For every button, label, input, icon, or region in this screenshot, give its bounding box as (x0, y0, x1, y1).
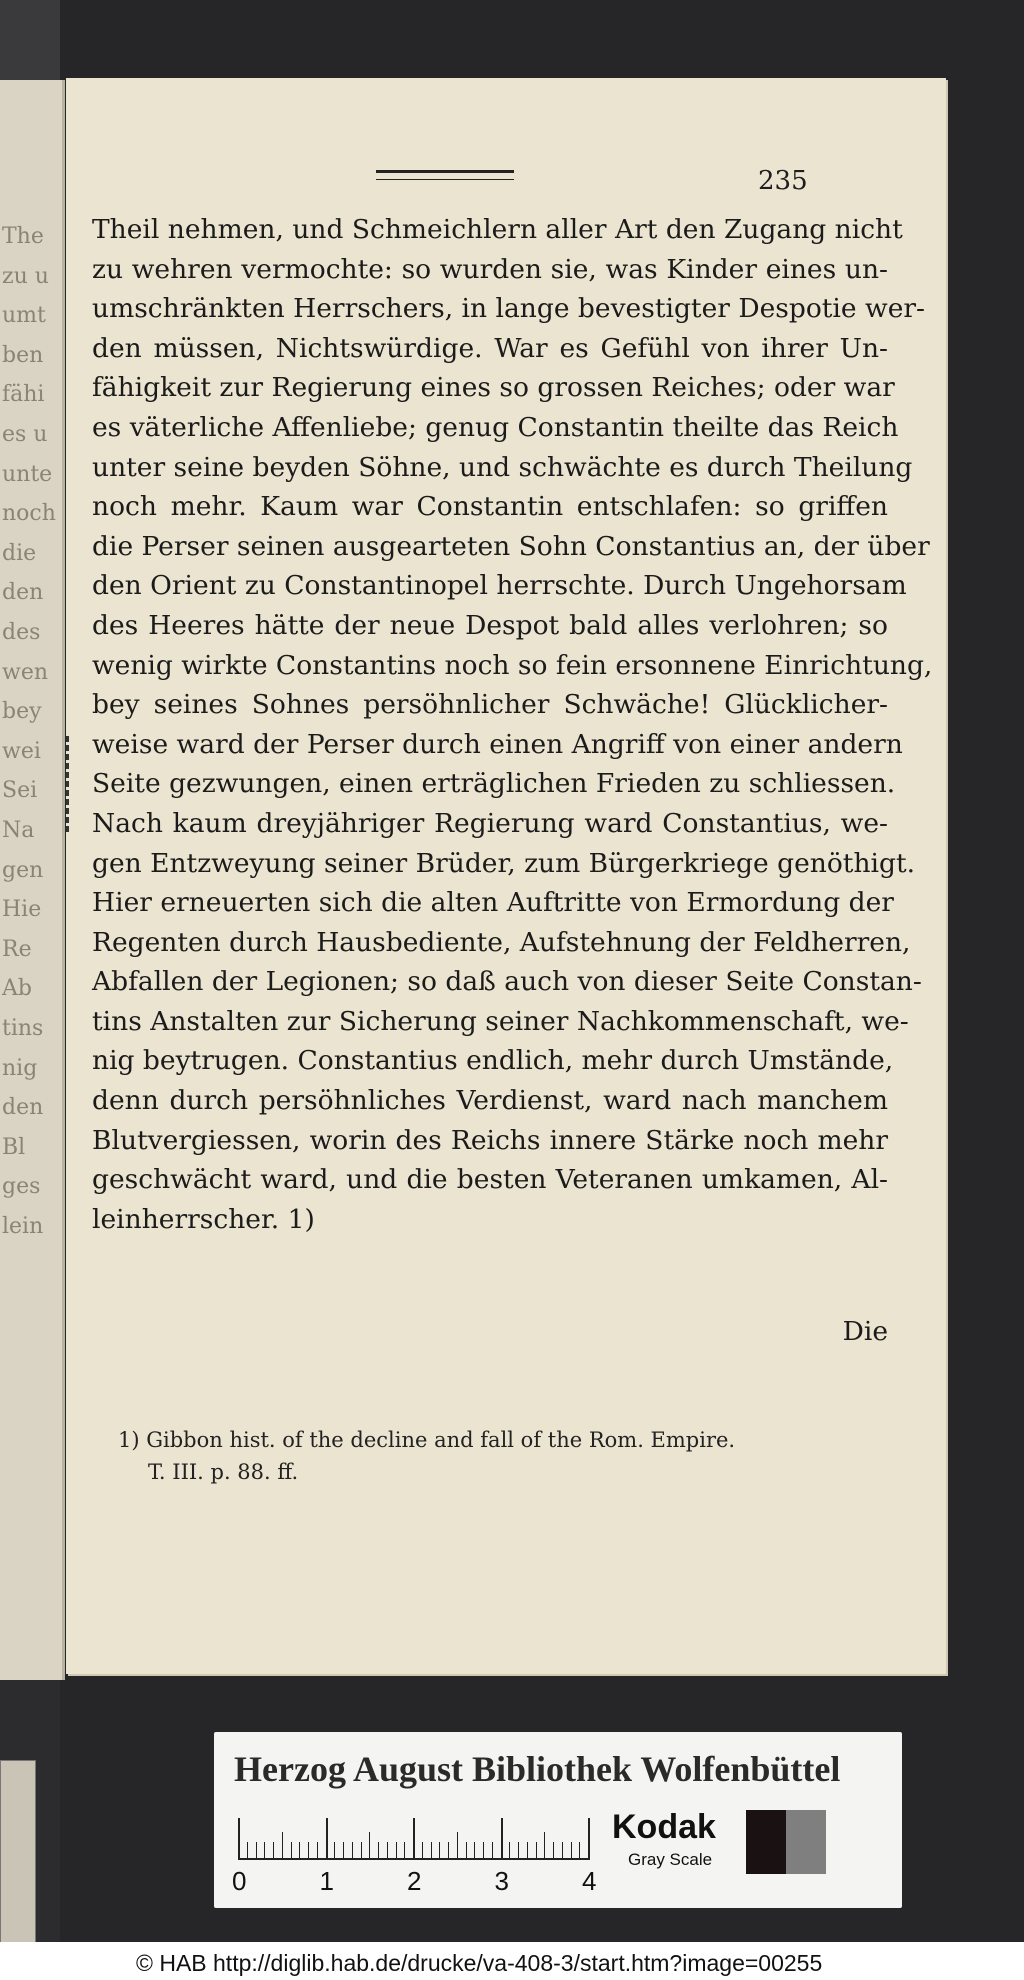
ruler-tick (378, 1842, 379, 1858)
body-line: leinherrscher. 1) (92, 1203, 315, 1235)
book-edge-top (0, 0, 60, 80)
ruler-number: 1 (319, 1866, 334, 1896)
ruler-number: 4 (582, 1866, 597, 1896)
ruler-tick (439, 1842, 440, 1858)
ruler-tick (282, 1832, 283, 1858)
gray-scale-label: Gray Scale (628, 1850, 713, 1869)
body-text (92, 210, 933, 1239)
footnote-line: 1) Gibbon hist. of the decline and fall of the Rom. Empire. (118, 1428, 736, 1452)
ruler-tick (483, 1842, 484, 1858)
facing-page-text: den (2, 1095, 44, 1121)
ruler-tick (431, 1842, 432, 1858)
body-line: geschwächt ward, und die besten Veteranen umkamen, Al- (92, 1164, 888, 1196)
body-line: noch mehr. Kaum war Constantin entschlafen: so griffen (92, 491, 888, 523)
facing-page-fragment (0, 80, 65, 1680)
book-page (66, 78, 946, 1674)
body-line: fähigkeit zur Regierung eines so grossen Reiches; oder war (92, 372, 895, 404)
ruler-tick (343, 1842, 344, 1858)
ruler-tick (553, 1842, 554, 1858)
ruler-tick (361, 1842, 362, 1858)
ruler-tick (273, 1842, 274, 1858)
body-line: Nach kaum dreyjähriger Regierung ward Constantius, we- (92, 807, 888, 839)
ruler-tick (308, 1842, 309, 1858)
kodak-logo: Kodak (612, 1808, 716, 1846)
ruler-tick (466, 1842, 467, 1858)
facing-page-text: Hie (2, 897, 42, 923)
facing-page-text: umt (2, 303, 46, 329)
facing-page-text: die (2, 540, 37, 566)
ruler-number: 2 (407, 1866, 422, 1896)
body-line: des Heeres hätte der neue Despot bald alles verlohren; so (92, 609, 888, 641)
footer-url: © HAB http://diglib.hab.de/drucke/va-408-3/start.htm?image=00255 (136, 1950, 823, 1976)
catchword: Die (842, 1316, 888, 1347)
ruler-tick (396, 1842, 397, 1858)
body-line: Seite gezwungen, einen erträglichen Frieden zu schliessen. (92, 768, 896, 800)
ruler-tick (352, 1842, 353, 1858)
ruler-tick (588, 1818, 590, 1858)
ruler-tick (326, 1818, 328, 1858)
footnote-line: T. III. p. 88. ff. (148, 1460, 299, 1484)
ruler-tick (544, 1832, 545, 1858)
ruler-tick (492, 1842, 493, 1858)
ruler-tick (527, 1842, 528, 1858)
body-line: nig beytrugen. Constantius endlich, mehr durch Umstände, (92, 1045, 894, 1077)
ruler-number: 3 (494, 1866, 509, 1896)
ruler-tick (474, 1842, 475, 1858)
facing-page-text: den (2, 580, 44, 606)
facing-page-text: zu u (2, 263, 49, 289)
facing-page-text: es u (2, 422, 48, 447)
ruler-tick (317, 1842, 318, 1858)
scale-ruler (238, 1816, 590, 1860)
body-line: die Perser seinen ausgearteten Sohn Constantius an, der über (92, 530, 930, 562)
body-line: Hier erneuerten sich die alten Auftritte von Ermordung der (92, 887, 894, 919)
ruler-tick (256, 1842, 257, 1858)
facing-page-text: ben (2, 342, 44, 368)
ruler-tick (501, 1818, 503, 1858)
facing-page-text: Re (2, 936, 32, 962)
ruler-tick (422, 1842, 423, 1858)
page-number: 235 (758, 166, 808, 196)
body-line: wenig wirkte Constantins noch so fein ersonnene Einrichtung, (92, 649, 933, 681)
ruler-tick (369, 1832, 370, 1858)
body-line: zu wehren vermochte: so wurden sie, was Kinder eines un- (92, 253, 888, 285)
ruler-tick (571, 1842, 572, 1858)
margin-mark (66, 736, 72, 832)
facing-page-text: nig (2, 1055, 38, 1081)
facing-page-text: ges (2, 1174, 41, 1200)
ruler-tick (404, 1842, 405, 1858)
ruler-tick (387, 1842, 388, 1858)
facing-page-text: gen (2, 857, 44, 883)
facing-page-text: Na (2, 818, 35, 843)
ruler-tick (518, 1842, 519, 1858)
footnote (118, 1424, 878, 1488)
body-line: gen Entzweyung seiner Brüder, zum Bürgerkriege genöthigt. (92, 847, 916, 879)
body-line: Theil nehmen, und Schmeichlern aller Art den Zugang nicht (92, 214, 903, 245)
body-line: es väterliche Affenliebe; genug Constantin theilte das Reich (92, 411, 899, 443)
facing-page-text: wen (2, 659, 49, 685)
ruler-tick (562, 1842, 563, 1858)
facing-page-text: The (2, 224, 44, 249)
page-tab (0, 1760, 36, 1952)
facing-page-text: noch (2, 501, 56, 527)
body-line: weise ward der Perser durch einen Angriff von einer andern (92, 728, 903, 760)
facing-page-text: lein (2, 1214, 44, 1239)
facing-page-text: Ab (2, 976, 32, 1002)
body-line: Abfallen der Legionen; so daß auch von dieser Seite Constan- (92, 966, 922, 998)
facing-page-text: fähi (2, 382, 45, 408)
facing-page-text: bey (2, 699, 42, 725)
ruler-tick (334, 1842, 335, 1858)
facing-page-text: tins (2, 1016, 44, 1041)
ruler-tick (238, 1818, 240, 1858)
body-line: umschränkten Herrschers, in lange bevestigter Despotie wer- (92, 293, 926, 325)
gray-swatch (746, 1810, 786, 1874)
ruler-tick (536, 1842, 537, 1858)
body-line: unter seine beyden Söhne, und schwächte es durch Theilung (92, 451, 913, 483)
ruler-tick (509, 1842, 510, 1858)
body-line: denn durch persöhnliches Verdienst, ward nach manchem (92, 1085, 888, 1117)
facing-page-text: wei (2, 738, 41, 764)
ruler-tick (299, 1842, 300, 1858)
facing-page-text: Sei (2, 778, 38, 804)
ruler-tick (264, 1842, 265, 1858)
body-line: Blutvergiessen, worin des Reichs innere Stärke noch mehr (92, 1124, 888, 1156)
body-line: Regenten durch Hausbediente, Aufstehnung der Feldherren, (92, 926, 911, 958)
library-title: Herzog August Bibliothek Wolfenbüttel (234, 1749, 841, 1789)
ruler-tick (457, 1832, 458, 1858)
ruler-tick (413, 1818, 415, 1858)
ruler-tick (579, 1842, 580, 1858)
body-line: tins Anstalten zur Sicherung seiner Nachkommenschaft, we- (92, 1005, 909, 1037)
body-line: bey seines Sohnes persöhnlicher Schwäche! Glücklicher- (92, 689, 888, 721)
facing-page-text: unte (2, 461, 53, 487)
color-calibration-card (214, 1732, 902, 1908)
ruler-tick (247, 1842, 248, 1858)
facing-page-text: Bl (2, 1134, 26, 1160)
ruler-tick (448, 1842, 449, 1858)
gray-swatch (786, 1810, 826, 1874)
ruler-tick (291, 1842, 292, 1858)
gray-swatch (826, 1810, 866, 1874)
header-rule (376, 170, 514, 180)
body-line: den Orient zu Constantinopel herrschte. Durch Ungehorsam (92, 570, 907, 602)
body-line: den müssen, Nichtswürdige. War es Gefühl von ihrer Un- (92, 332, 888, 364)
ruler-number: 0 (232, 1866, 247, 1896)
facing-page-text: des (2, 620, 41, 645)
